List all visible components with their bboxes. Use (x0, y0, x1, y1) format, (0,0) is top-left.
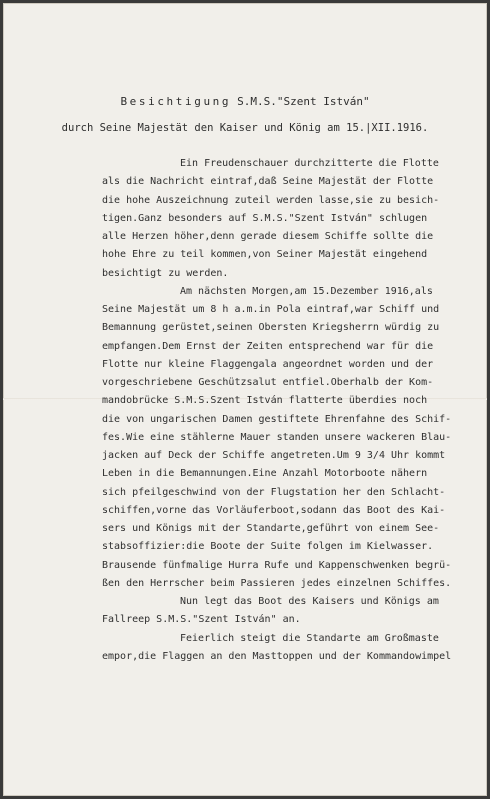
text-line: tigen.Ganz besonders auf S.M.S."Szent István" schlugen (102, 212, 428, 224)
text-line: Flotte nur kleine Flaggengala angeordnet worden und der (102, 358, 434, 370)
text-line: Am nächsten Morgen,am 15.Dezember 1916,als (180, 285, 433, 297)
text-line: sers und Königs mit der Standarte,geführt von einem See- (102, 523, 440, 534)
title-word: Besichtigung (120, 95, 232, 108)
text-line: Ein Freudenschauer durchzitterte die Flotte (180, 158, 439, 169)
text-line: sich pfeilgeschwind von der Flugstation her den Schlacht- (102, 486, 446, 498)
text-line: Seine Majestät um 8 h a.m.in Pola eintraf,war Schiff und (102, 304, 440, 315)
text-line: Nun legt das Boot des Kaisers und Königs am (180, 596, 439, 607)
text-line: alle Herzen höher,denn gerade diesem Schiffe sollte die (102, 231, 434, 242)
text-line: empfangen.Dem Ernst der Zeiten entsprechend war für die (102, 340, 434, 352)
text-line: Fallreep S.M.S."Szent István" an. (102, 614, 301, 626)
text-line: schiffen,vorne das Vorläuferboot,sodann das Boot des Kai- (102, 504, 446, 516)
text-line: fes.Wie eine stählerne Mauer standen unsere wackeren Blau- (102, 431, 452, 443)
text-line: Bemannung gerüstet,seinen Obersten Kriegsherrn würdig zu (102, 322, 440, 334)
text-line: jacken auf Deck der Schiffe angetreten.Um 9 3/4 Uhr kommt (102, 450, 446, 461)
text-line: Feierlich steigt die Standarte am Großmaste (180, 632, 439, 644)
text-line: stabsoffizier:die Boote der Suite folgen im Kielwasser. (102, 541, 434, 553)
text-line: ßen den Herrscher beim Passieren jedes einzelnen Schiffes. (102, 577, 452, 589)
text-line: die von ungarischen Damen gestiftete Ehrenfahne des Schif- (102, 413, 452, 425)
text-line: vorgeschriebene Geschützsalut entfiel.Oberhalb der Kom- (102, 377, 434, 388)
text-line: mandobrücke S.M.S.Szent István flatterte überdies noch (102, 395, 428, 407)
ship-name: S.M.S."Szent István" (237, 95, 370, 108)
text-line: als die Nachricht eintraf,daß Seine Majestät der Flotte (102, 176, 434, 188)
document-subtitle: durch Seine Majestät den Kaiser und König am 15.|XII.1916. (61, 122, 429, 134)
text-line: Brausende fünfmalige Hurra Rufe und Kappenschwenken begrü- (102, 559, 452, 571)
text-line: empor,die Flaggen an den Masttoppen und der Kommandowimpel (102, 650, 452, 662)
text-line: besichtigt zu werden. (102, 267, 229, 279)
text-line: Leben in die Bemannungen.Eine Anzahl Motorboote nähern (102, 468, 428, 480)
text-line: die hohe Auszeichnung zuteil werden lasse,sie zu besich- (102, 194, 440, 206)
document-body (102, 155, 480, 666)
text-line: hohe Ehre zu teil kommen,von Seiner Majestät eingehend (102, 249, 428, 261)
document-title (3, 95, 487, 109)
document-page (3, 3, 487, 796)
